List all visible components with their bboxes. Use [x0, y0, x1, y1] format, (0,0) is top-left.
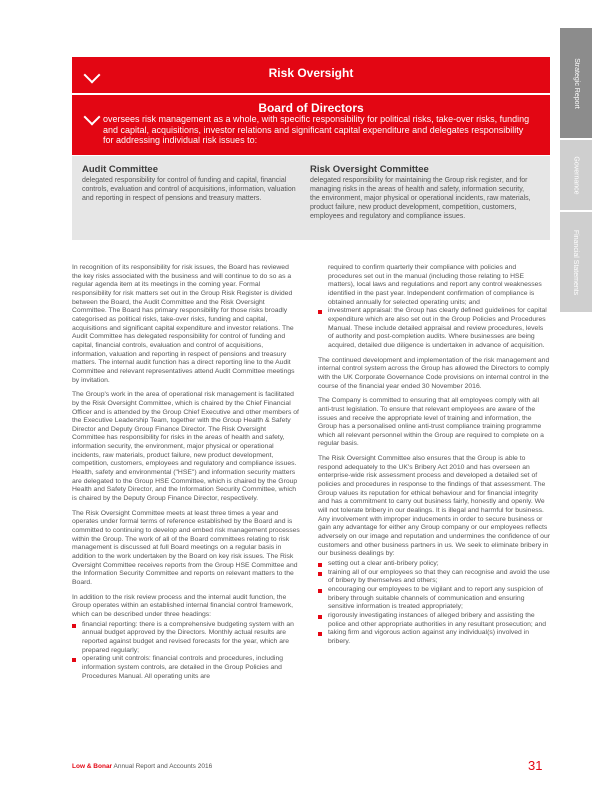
audit-committee-title: Audit Committee	[82, 164, 158, 175]
committees-panel	[72, 156, 550, 240]
control-list	[72, 621, 300, 682]
board-of-directors-panel	[72, 95, 550, 155]
board-description: oversees risk management as a whole, with specific responsibility for political risks, take-over risks, funding and capital, acquisitions, investor relations and significant capital expenditure and delegates responsibility for addressing individual risk issues to:	[103, 114, 530, 145]
bribery-measures-list	[318, 560, 550, 647]
audit-committee-text: delegated responsibility for control of funding and capital, financial controls, evaluation and control of acquisitions, information, valuation and reporting in respect of pensions and treasury matters.	[82, 177, 296, 202]
paragraph-continued: required to confirm quarterly their compliance with policies and procedures set out in the manual (including those relating to HSE matters), local laws and regulations and report any control weaknesses identified in the past year. Independent confirmation of compliance is obtained annually for selected operating units; and	[328, 264, 542, 306]
list-item: financial reporting: there is a comprehensive budgeting system with an annual budget approved by the Directors. Monthly actual results are reported against budget and revised forecasts for the year, which are prepared regularly;	[72, 621, 300, 656]
risk-committee-title: Risk Oversight Committee	[310, 164, 429, 175]
control-list-continued	[318, 307, 550, 350]
side-navigation	[560, 0, 612, 792]
paragraph: The Company is committed to ensuring that all employees comply with all anti-trust legislation. To ensure that relevant employees are aware of the issues and receive the appropriate level of training and information, the Group has a personalised online anti-trust compliance training programme which all relevant personnel within the Group are required to complete on a regular basis.	[318, 397, 544, 448]
page-number: 31	[528, 758, 543, 773]
banner-title: Risk Oversight	[268, 66, 354, 80]
audit-committee	[82, 164, 307, 203]
tab-strategic-report[interactable]: Strategic Report	[560, 28, 592, 138]
left-column	[72, 264, 300, 687]
tab-governance[interactable]: Governance	[560, 140, 592, 210]
board-title: Board of Directors	[258, 101, 364, 115]
list-item: operating unit controls: financial controls and procedures, including information system controls, are detailed in the Group Policies and Procedures Manual. All operating units are	[72, 655, 300, 681]
list-item: rigorously investigating instances of alleged bribery and assisting the police and other appropriate authorities in any resultant prosecution; and	[318, 612, 550, 629]
list-item: encouraging our employees to be vigilant and to report any suspicion of bribery through suitable channels of communication and ensuring sensitive information is treated appropriately;	[318, 586, 550, 612]
risk-oversight-banner	[72, 57, 550, 93]
right-column	[318, 264, 550, 653]
footer-brand: Low & Bonar	[72, 763, 113, 770]
list-item: investment appraisal: the Group has clearly defined guidelines for capital expenditure which are also set out in the Group Policies and Procedures Manual. These include detailed appraisal and review procedures, levels of authority and post-completion audits. Where businesses are being acquired, detailed due diligence is undertaken in advance of acquisition.	[318, 307, 550, 350]
paragraph: In addition to the risk review process and the internal audit function, the Group operates within an established internal financial control framework, which can be described under three headings:	[72, 593, 294, 618]
list-item: training all of our employees so that they can recognise and avoid the use of bribery by themselves and others;	[318, 569, 550, 586]
risk-oversight-committee	[310, 164, 535, 221]
footer	[72, 763, 212, 770]
paragraph: The Risk Oversight Committee also ensures that the Group is able to respond adequately to the UK's Bribery Act 2010 and has overseen an enterprise-wide risk assessment process and developed a detailed set of policies and procedures in response to the findings of that assessment. The Group values its reputation for ethical behaviour and for financial integrity and has a commitment to carry out business fairly, honestly and openly. We will not tolerate bribery in our dealings. It is illegal and harmful for business. Any involvement with improper inducements in order to secure business or gain any advantage for either any Group company or our employees reflects adversely on our image and reputation and undermines the confidence of our customers and other business partners in us. We seek to eliminate bribery in our business dealings by:	[318, 455, 551, 558]
paragraph: The Risk Oversight Committee meets at least three times a year and operates under formal terms of reference established by the Board and is committed to continuing to develop and embed risk management processes within the Group. The work of all of the Board committees relating to risk management is discussed at full Board meetings on a regular basis in addition to the work undertaken by the Board on key risk issues. The Risk Oversight Committee receives reports from the Group HSE Committee and the Information Security Committee and reports on relevant matters to the Board.	[72, 509, 300, 586]
paragraph: In recognition of its responsibility for risk issues, the Board has reviewed the key risks associated with the business and will continue to do so as a regular agenda item at its meetings in the coming year. Formal responsibility for risk matters set out in the Group Risk Register is divided between the Board, the Audit Committee and the Risk Oversight Committee. The Board has primary responsibility for those risks broadly categorised as political risks, take-over risks, funding and capital, acquisitions and significant capital expenditure and investor relations. The Audit Committee has delegated responsibility for control of funding and capital, financial controls, evaluation and control of acquisitions, information, valuation and reporting in respect of pensions and treasury matters. The internal audit function has a direct reporting line to the Audit Committee and relevant representatives attend Audit Committee meetings by invitation.	[72, 264, 295, 384]
tab-financial-statements[interactable]: Financial Statements	[560, 212, 592, 312]
paragraph: The continued development and implementation of the risk management and internal control system across the Group has allowed the Directors to comply with the UK Corporate Governance Code provisions on internal control in the course of the financial year ended 30 November 2016.	[318, 356, 550, 390]
footer-text: Annual Report and Accounts 2016	[112, 763, 213, 770]
list-item: setting out a clear anti-bribery policy;	[318, 560, 550, 569]
risk-committee-text: delegated responsibility for maintaining the Group risk register, and for managing risks in the areas of health and safety, information security, the environment, major physical or operational incidents, raw materials, product failure, new product development, competition, customers, employees and regulatory and compliance issues.	[310, 177, 531, 220]
paragraph: The Group's work in the area of operational risk management is facilitated by the Risk Oversight Committee, which is chaired by the Chief Financial Officer and is attended by the Group Chief Executive and other members of the Executive Leadership Team, together with the Group Health & Safety Director and Deputy Group Finance Director. The Risk Oversight Committee has responsibility for risks in the areas of health and safety, information security, the environment, major physical or operational incidents, raw materials, product failure, new product development, competition, customers, employees and regulatory and compliance issues. Health, safety and environmental ("HSE") and information security matters are delegated to the Group HSE Committee, which is chaired by the Group Health and Safety Director, and the Information Security Committee, which is chaired by the Deputy Group Finance Director, respectively.	[72, 391, 299, 503]
list-item: taking firm and vigorous action against any individual(s) involved in bribery.	[318, 629, 550, 646]
